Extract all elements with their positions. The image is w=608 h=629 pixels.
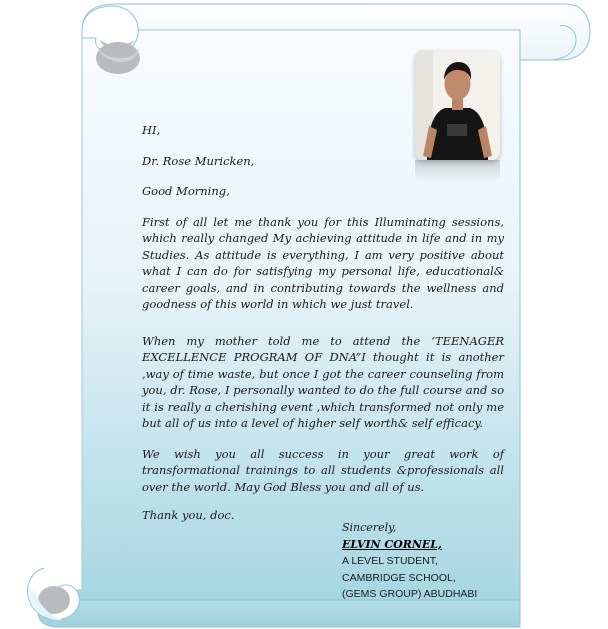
closing: Sincerely, — [342, 521, 397, 534]
thanks-line: Thank you, doc. — [142, 508, 235, 522]
salutation: HI, — [142, 123, 161, 137]
paragraph-thanks: First of all let me thank you for this Illuminating sessions, which really changed My achieving attitude in life and in my Studies. As attitude is everything, I am very positive about what I can do for satisfying my personal life, educational& career goals, and in contributing towards the wellness and goodness of this world in which we just travel. — [142, 214, 504, 311]
signer-title: A LEVEL STUDENT, — [342, 555, 438, 567]
paragraph-program: When my mother told me to attend the ‘TEENAGER EXCELLENCE PROGRAM OF DNA”I thought it is another ,way of time waste, but once I got the career counseling from you, dr. Rose, I personally wanted to do the full course and so it is really a cherishing event ,which transformed not only me but all of us into a level of higher self worth& self efficacy. — [142, 333, 504, 430]
greeting: Good Morning, — [142, 184, 230, 198]
paragraph-wishes: We wish you all success in your great work of transformational trainings to all students &professionals all over the world. May God Bless you and all of us. — [142, 446, 504, 494]
signer-name: ELVIN CORNEL, — [342, 537, 442, 551]
signer-school: CAMBRIDGE SCHOOL, — [342, 571, 456, 584]
addressee: Dr. Rose Muricken, — [142, 153, 255, 168]
signature-block — [342, 520, 542, 603]
letter-body — [142, 122, 504, 538]
signer-location: (GEMS GROUP) ABUDHABI — [342, 588, 478, 600]
